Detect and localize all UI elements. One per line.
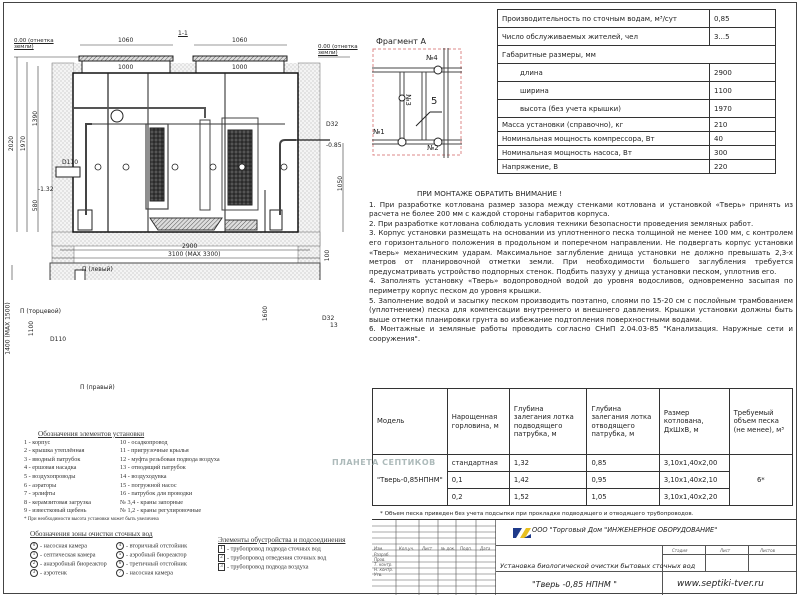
dim-1390: 1390 — [32, 110, 40, 127]
cell-outlet-depth: 0,85 — [587, 455, 659, 472]
sand-footnote: * Объем песка приведен без учета подсыпки при прокладке подводящего и отводящего трубопроводов. — [380, 511, 694, 517]
note-item: 1. При разработке котлована размер зазора между стенками котлована и установкой «Тверь» принять из расчета не более 200 мм с каждой стороны габаритов корпуса. — [369, 199, 793, 219]
plan-outlet-marker: 13 — [330, 322, 338, 329]
zone-label: - третичный отстойник — [126, 560, 187, 568]
cell-outlet-depth: 1,05 — [587, 489, 659, 506]
legend-item: 4 - ершовая насадка — [24, 464, 77, 472]
dim-580: 580 — [32, 199, 40, 212]
dim-lid-2: 1060 — [232, 37, 248, 44]
note-item: 4. Заполнять установку «Тверь» водопроводной водой до уровня водосливов, одновременно засыпая по периметру корпус песком до уровня крышки. — [369, 276, 793, 295]
cell-pit-size: 3,10x1,40x2,10 — [659, 472, 729, 489]
legend-item: 12 - муфта резьбовая подвода воздуха — [120, 455, 220, 463]
column-header: Нарощенная горловина, м — [447, 389, 509, 455]
spec-label: Номинальная мощность насоса, Вт — [498, 146, 710, 160]
spec-label: Масса установки (справочно), кг — [498, 118, 710, 132]
lid-right — [193, 56, 287, 61]
legend-item: 7 - эрлифты — [24, 490, 56, 498]
zone-label: - анаэробный биореактор — [40, 560, 107, 568]
tank-body — [73, 73, 298, 232]
legend-item: 2 - крышка утеплённая — [24, 447, 85, 455]
legend-item: 14 - воздуходувка — [120, 472, 167, 480]
valve-3-label: №3 — [403, 94, 412, 106]
dim-1970: 1970 — [20, 135, 28, 152]
zone-legend-item — [30, 542, 108, 551]
connections-legend — [218, 536, 345, 572]
dim-opening-1: 1000 — [118, 64, 134, 71]
connection-marker-icon: 3 — [218, 563, 225, 571]
cell-neck: стандартная — [447, 455, 509, 472]
legend-item: 1 - корпус — [24, 438, 51, 446]
plan-dim-1100: 1100 — [28, 320, 36, 337]
spec-label: Номинальная мощность компрессора, Вт — [498, 132, 710, 146]
note-item: 5. Заполнение водой и засыпку песком производить поэтапно, слоями по 15-20 см с послойным трамбованием (уплотнением) песка для компенсации внутреннего и внешнего давления. Крышки установки должны быть выше отметки планировки грунта во избежание подтопления поверхностными водами. — [369, 295, 793, 324]
revision-column-label: Кол.уч. — [399, 546, 415, 551]
legend-item: № 1,2 - краны регулировочные — [120, 507, 202, 515]
legend-item: 5 - воздухопроводы — [24, 472, 76, 480]
signature-role-label: Н. контр. — [374, 567, 394, 572]
dim-length-3100: 3100 (MAX 3300) — [168, 251, 221, 258]
ceramsite-load-2 — [225, 220, 257, 230]
inlet-level: -1.32 — [38, 186, 54, 193]
column-header: Размер котлована, ДхШхВ, м — [659, 389, 729, 455]
zone-legend-item — [116, 560, 187, 569]
spec-row — [498, 100, 776, 118]
dim-lid-1: 1060 — [118, 37, 134, 44]
cell-pit-size: 3,10x1,40x2,20 — [659, 489, 729, 506]
spec-label: Габаритные размеры, мм — [498, 46, 776, 64]
specs-table — [497, 9, 776, 174]
zone-label: - насосная камера — [126, 569, 174, 577]
valve-4-label: №4 — [426, 54, 438, 62]
spec-value: 210 — [710, 118, 776, 132]
signature-role-label: Пров. — [374, 557, 386, 562]
dim-2020: 2020 — [8, 135, 16, 152]
cell-neck: 0,1 — [447, 472, 509, 489]
spec-value: 220 — [710, 160, 776, 174]
revision-grid — [372, 520, 496, 595]
plan-dim-1600: 1600 — [262, 305, 270, 322]
plan-outlet-label: D32 — [322, 315, 335, 322]
plan-inlet-label: D110 — [50, 336, 67, 343]
legend-item: 6 - аэраторы — [24, 481, 57, 489]
watermark: ПЛАНЕТА СЕПТИКОВ — [332, 458, 436, 467]
fragment-marker: 5 — [431, 96, 438, 107]
zone-legend-item — [116, 569, 187, 578]
model-name: "Тверь-0,85НПНМ" — [373, 455, 448, 506]
dim-opening-2: 1000 — [232, 64, 248, 71]
outlet-level: -0.85 — [326, 142, 342, 149]
column-header: Требуемый объем песка (не менее), м³ — [729, 389, 792, 455]
note-item: 3. Корпус установки размещать на основании из уплотненного песка толщиной не менее 100 мм, с контролем его горизонтального положения в продольном и поперечном направлении. Не подвергать корпус установки «Тверь» механическим ударам. Максимальное заглубление днища установки не должно превышать 2,3-х метров от планировочной отметки земли. При необходимости большего заглубления требуется предусматривать устройство подпорных стенок. Подбить пазуху у днища установки песком, уплотнив его. — [369, 228, 793, 276]
ground-mark-right: 0.00 (отнетка земли) — [318, 44, 358, 56]
connections-legend-title: Элементы обустройства и подсоединения — [218, 536, 346, 544]
section-label: 1-1 — [178, 30, 188, 37]
spec-row — [498, 146, 776, 160]
spec-row — [498, 46, 776, 64]
outlet-label: D32 — [326, 121, 339, 128]
dim-100-bottom: 100 — [324, 249, 332, 262]
spec-label: ширина — [498, 82, 710, 100]
connection-legend-item — [218, 554, 345, 563]
spec-row — [498, 160, 776, 174]
plan-left-label: П (левый) — [82, 266, 113, 273]
fragment-a-drawing — [372, 48, 462, 158]
elements-legend-note: * При необходимости высота установки может быть увеличена — [24, 516, 159, 522]
elements-legend-title: Обозначения элементов установки — [38, 430, 145, 438]
zone-legend-item — [30, 560, 108, 569]
cell-inlet-depth: 1,42 — [509, 472, 587, 489]
ground-mark-left: 0.00 (отнетка земли) — [14, 38, 54, 50]
legend-item: № 3,4 - краны запорные — [120, 498, 184, 506]
column-header: Глубина залегания лотка отводящего патрубка, м — [587, 389, 659, 455]
spec-label: высота (без учета крышки) — [498, 100, 710, 118]
zone-marker-icon: 7 — [116, 569, 124, 577]
elements-legend — [24, 430, 220, 525]
drawing-description: Установка биологической очистки бытовых сточных вод — [500, 562, 696, 570]
stage-label: Стадия — [672, 548, 688, 553]
spec-row — [498, 10, 776, 28]
signature-role-label: Разраб. — [374, 552, 390, 557]
spec-label: Производительность по сточным водам, м³/сут — [498, 10, 710, 28]
connection-legend-item — [218, 563, 345, 572]
zone-legend-item — [30, 569, 108, 578]
website: www.septiki-tver.ru — [677, 579, 764, 589]
valve-1-label: №1 — [373, 128, 385, 136]
inlet-pipe — [56, 167, 80, 177]
inlet-label: D110 — [62, 159, 79, 166]
connection-marker-icon: 1 — [218, 545, 225, 553]
spec-row — [498, 118, 776, 132]
revision-column-label: Подп. — [460, 546, 473, 551]
zone-legend-item — [30, 551, 108, 560]
spec-row — [498, 132, 776, 146]
connection-label: - трубопровод подвода воздуха — [227, 563, 309, 571]
zone-label: - вторичный отстойник — [126, 542, 188, 550]
date-label: Дата — [480, 546, 491, 551]
spec-label: Напряжение, В — [498, 160, 710, 174]
cell-inlet-depth: 1,52 — [509, 489, 587, 506]
zone-label: - аэробный биореактор — [126, 551, 187, 559]
sheet-label: Лист — [720, 548, 731, 553]
model-table — [372, 388, 793, 506]
installation-notes — [369, 189, 793, 344]
plan-front-label: П (торцевой) — [20, 308, 61, 315]
plan-right-label: П (правый) — [80, 384, 115, 391]
legend-item: 10 - осадкопровод — [120, 438, 168, 446]
dim-1050: 1050 — [337, 175, 345, 192]
spec-value: 300 — [710, 146, 776, 160]
cell-pit-size: 3,10x1,40x2,00 — [659, 455, 729, 472]
zone-marker-icon: 3 — [30, 569, 38, 577]
spec-value: 3...5 — [710, 28, 776, 46]
legend-item: 3 - вводный патрубок — [24, 455, 81, 463]
ceramsite-load-1 — [150, 218, 222, 230]
connection-label: - трубопровод отведения сточных вод — [227, 554, 327, 562]
zone-legend-item — [116, 551, 187, 560]
plan-dim-1400: 1400 (MAX 1500) — [4, 302, 12, 355]
zone-marker-icon: 0 — [30, 542, 38, 550]
signature-role-label: Т. контр. — [374, 562, 393, 567]
title-block — [372, 519, 796, 594]
zone-label: - септическая камера — [40, 551, 96, 559]
legend-item: 13 - отводящий патрубок — [120, 464, 186, 472]
spec-value: 1100 — [710, 82, 776, 100]
revision-column-label: Лист — [422, 546, 433, 551]
legend-item: 15 - погружной насос — [120, 481, 177, 489]
note-item: 6. Монтажные и земляные работы проводить согласно СНиП 2.04.03-85 "Канализация. Наружные сети и сооружения". — [369, 324, 793, 343]
brush-media-1 — [150, 128, 164, 201]
spec-row — [498, 28, 776, 46]
zone-legend-item — [116, 542, 187, 551]
zone-marker-icon: 4 — [116, 542, 124, 550]
spec-value: 40 — [710, 132, 776, 146]
spec-row — [498, 64, 776, 82]
spec-value: 2900 — [710, 64, 776, 82]
note-item: 2. При разработке котлована соблюдать условия техники безопасности проведения земляных работ. — [369, 218, 754, 228]
lid-left — [79, 56, 173, 61]
zone-marker-icon: 2 — [30, 560, 38, 568]
fragment-title: Фрагмент А — [376, 37, 426, 46]
column-header: Модель — [373, 389, 448, 455]
drawing-model: "Тверь -0,85 НПНМ " — [532, 580, 617, 589]
revision-column-label: № док. — [441, 546, 456, 551]
zones-legend — [30, 530, 187, 578]
company-name: ООО "Торговый Дом "ИНЖЕНЕРНОЕ ОБОРУДОВАНИЕ" — [532, 526, 718, 534]
sheets-label: Листов — [760, 548, 775, 553]
notes-title: ПРИ МОНТАЖЕ ОБРАТИТЬ ВНИМАНИЕ ! — [417, 189, 563, 198]
zone-marker-icon: 6 — [116, 560, 124, 568]
column-header: Глубина залегания лотка подводящего патрубка, м — [509, 389, 587, 455]
connection-legend-item — [218, 545, 345, 554]
spec-label: Число обслуживаемых жителей, чел — [498, 28, 710, 46]
spec-value: 1970 — [710, 100, 776, 118]
zones-legend-title: Обозначения зоны очистки сточных вод — [30, 530, 153, 538]
zone-label: - насосная камера — [40, 542, 88, 550]
legend-item: 11 - пригрузочные крылья — [120, 447, 189, 455]
spec-row — [498, 82, 776, 100]
legend-item: 8 - керамзитовая загрузка — [24, 498, 91, 506]
zone-label: - аэротенк — [40, 569, 67, 577]
legend-item: 9 - известковый щебень — [24, 507, 87, 515]
zone-marker-icon: 1 — [30, 551, 38, 559]
cell-inlet-depth: 1,32 — [509, 455, 587, 472]
cell-neck: 0,2 — [447, 489, 509, 506]
legend-item: 16 - патрубок для проводки — [120, 490, 193, 498]
connection-marker-icon: 2 — [218, 554, 225, 562]
company-logo — [512, 525, 534, 541]
spec-label: длина — [498, 64, 710, 82]
dim-length-2900: 2900 — [182, 243, 198, 250]
zone-marker-icon: 5 — [116, 551, 124, 559]
valve-2-label: №2 — [427, 144, 439, 152]
connection-label: - трубопровод подвода сточных вод — [227, 545, 321, 553]
revision-column-label: Изм. — [374, 546, 384, 551]
sand-volume: 6* — [729, 455, 792, 506]
cell-outlet-depth: 0,95 — [587, 472, 659, 489]
signature-role-label: Утв. — [374, 572, 383, 577]
spec-value: 0,85 — [710, 10, 776, 28]
